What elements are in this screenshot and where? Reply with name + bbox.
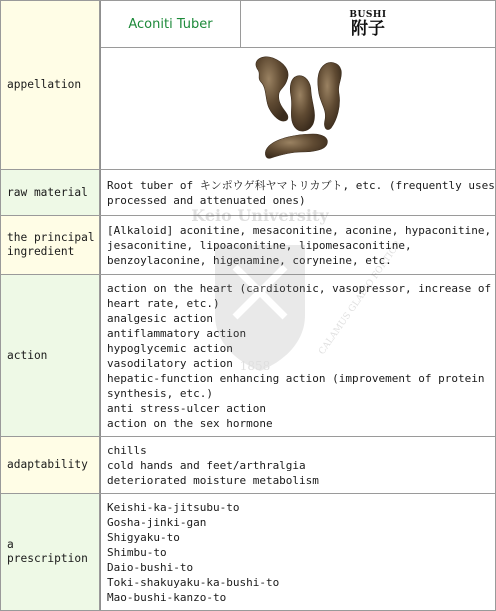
principal-ingredient-value — [101, 216, 495, 274]
action-row — [1, 275, 495, 436]
action-value — [101, 275, 495, 436]
adaptability-label: adaptability — [1, 437, 100, 493]
text-line: synthesis, etc.) — [107, 386, 213, 400]
aconite-tuber-image — [101, 48, 495, 169]
text-line: Keishi-ka-jitsubu-to — [107, 500, 240, 514]
text-line: benzoylaconine, higenamine, coryneine, etc. — [107, 253, 392, 267]
text-line: Gosha-jinki-gan — [107, 515, 207, 529]
adaptability-value — [101, 437, 495, 493]
text-line: cold hands and feet/arthralgia — [107, 458, 306, 472]
text-line: deteriorated moisture metabolism — [107, 473, 319, 487]
text-line: chills — [107, 443, 147, 457]
crude-drug-photo — [101, 48, 495, 169]
adaptability-row — [1, 437, 495, 493]
text-line: action on the heart (cardiotonic, vasopressor, increase of — [107, 281, 492, 295]
text-line: action on the sex hormone — [107, 416, 273, 430]
text-line: Shimbu-to — [107, 545, 167, 559]
appellation-label: appellation — [1, 1, 100, 169]
latin-name: Aconiti Tuber — [101, 1, 241, 47]
text-line: anti stress-ulcer action — [107, 401, 266, 415]
japanese-name — [241, 1, 495, 47]
kanji-name: 附子 — [351, 18, 385, 39]
text-line: Daio-bushi-to — [107, 560, 194, 574]
text-line: hepatic-function enhancing action (improvement of protein — [107, 371, 485, 385]
text-line: Shigyaku-to — [107, 530, 180, 544]
text-line: analgesic action — [107, 311, 213, 325]
raw-material-label: raw material — [1, 170, 100, 215]
text-line: vasodilatory action — [107, 356, 233, 370]
action-label: action — [1, 275, 100, 436]
prescription-value — [101, 494, 495, 610]
romaji-name: BUSHI — [349, 9, 387, 20]
text-line: antiflammatory action — [107, 326, 247, 340]
label-line: the principal — [7, 231, 95, 244]
prescription-label: a prescription — [1, 494, 100, 610]
raw-material-row — [1, 170, 495, 215]
text-line: Toki-shakuyaku-ka-bushi-to — [107, 575, 280, 589]
text-line: jesaconitine, lipoaconitine, lipomesaconitine, — [107, 238, 412, 252]
text-line: hypoglycemic action — [107, 341, 233, 355]
text-line: [Alkaloid] aconitine, mesaconitine, aconine, hypaconitine, — [107, 223, 492, 237]
label-line: ingredient — [7, 245, 75, 258]
text-line: Root tuber of キンポウゲ科ヤマトリカブト, etc. (frequently uses — [107, 178, 495, 192]
text-line: Mao-bushi-kanzo-to — [107, 590, 227, 604]
principal-ingredient-row — [1, 216, 495, 274]
appellation-row — [1, 1, 495, 169]
prescription-row — [1, 494, 495, 610]
text-line: heart rate, etc.) — [107, 296, 220, 310]
principal-ingredient-label — [1, 216, 100, 274]
text-line: processed and attenuated ones) — [107, 193, 306, 207]
raw-material-value — [101, 170, 495, 215]
